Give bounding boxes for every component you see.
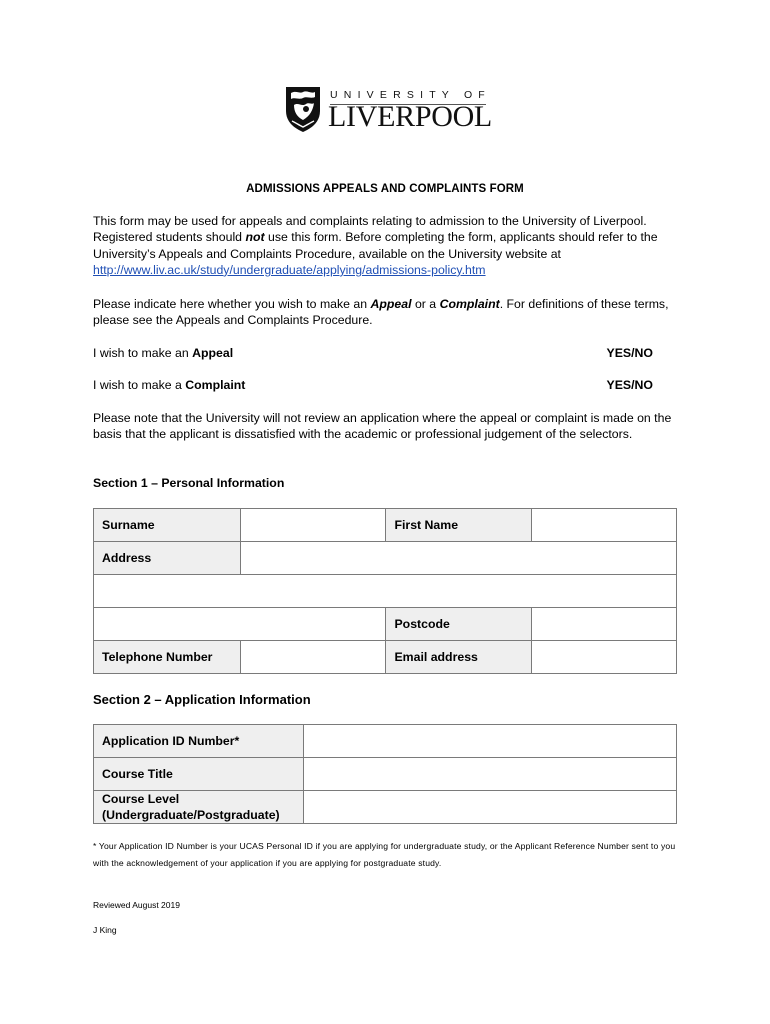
indicate-complaint: Complaint	[439, 297, 500, 311]
complaint-prefix: I wish to make a	[93, 378, 186, 392]
crest-shield-icon	[284, 85, 322, 133]
email-label: Email address	[386, 641, 532, 674]
course-level-field[interactable]	[303, 791, 676, 824]
appeal-yes-no[interactable]: YES/NO	[606, 346, 653, 360]
surname-field[interactable]	[240, 509, 386, 542]
postcode-label: Postcode	[386, 608, 532, 641]
address-label: Address	[94, 542, 241, 575]
postcode-field[interactable]	[532, 608, 677, 641]
intro-not: not	[245, 230, 265, 245]
app-id-field[interactable]	[303, 725, 676, 758]
course-level-line1: Course Level	[102, 792, 180, 806]
course-level-line2: (Undergraduate/Postgraduate)	[102, 808, 280, 822]
admissions-policy-link[interactable]: http://www.liv.ac.uk/study/undergraduate/applying/admissions-policy.htm	[93, 262, 486, 277]
application-info-table	[93, 724, 677, 824]
indicate-or: or a	[411, 297, 440, 311]
author: J King	[93, 925, 117, 935]
reviewed-date: Reviewed August 2019	[93, 900, 180, 910]
address-field[interactable]	[240, 542, 676, 575]
note-paragraph: Please note that the University will not review an application where the appeal or complaint is made on the basis that the applicant is dissatisfied with the academic or professional judgement of the selectors.	[93, 411, 672, 442]
table-row	[94, 542, 677, 575]
form-title: ADMISSIONS APPEALS AND COMPLAINTS FORM	[246, 183, 524, 195]
table-row	[94, 641, 677, 674]
address-field-line2[interactable]	[94, 575, 677, 608]
complaint-yes-no[interactable]: YES/NO	[606, 378, 653, 392]
table-row	[94, 575, 677, 608]
indicate-paragraph	[93, 296, 683, 329]
address-field-line3[interactable]	[94, 608, 386, 641]
table-row	[94, 791, 677, 824]
intro-paragraph	[93, 213, 683, 278]
appeal-prefix: I wish to make an	[93, 346, 193, 360]
appeal-row	[93, 345, 653, 361]
first-name-field[interactable]	[532, 509, 677, 542]
logo-university-of: UNIVERSITY OF	[330, 89, 491, 101]
indicate-appeal: Appeal	[370, 297, 412, 311]
table-row	[94, 509, 677, 542]
complaint-word: Complaint	[185, 378, 246, 392]
table-row	[94, 725, 677, 758]
surname-label: Surname	[94, 509, 241, 542]
course-level-label	[94, 791, 304, 824]
course-title-field[interactable]	[303, 758, 676, 791]
telephone-label: Telephone Number	[94, 641, 241, 674]
university-logo	[284, 85, 494, 135]
intro-text-2: use this form. Before completing the form, applicants should refer to the University’s Appeals and Complaints Procedure, available on the University website at	[93, 230, 658, 261]
indicate-text-1: Please indicate here whether you wish to make an	[93, 297, 371, 311]
first-name-label: First Name	[386, 509, 532, 542]
email-field[interactable]	[532, 641, 677, 674]
complaint-row	[93, 377, 653, 393]
course-title-label: Course Title	[94, 758, 304, 791]
personal-info-table	[93, 508, 677, 674]
appeal-word: Appeal	[192, 346, 234, 360]
section2-heading: Section 2 – Application Information	[93, 692, 311, 707]
telephone-field[interactable]	[240, 641, 386, 674]
app-id-label: Application ID Number*	[94, 725, 304, 758]
section1-heading: Section 1 – Personal Information	[93, 476, 285, 490]
intro-text-1: This form may be used for appeals and complaints relating to admission to the University of Liverpool. Registered students should	[93, 214, 647, 245]
table-row	[94, 608, 677, 641]
indicate-text-2: . For definitions of these terms, please see the Appeals and Complaints Procedure.	[93, 297, 669, 328]
logo-liverpool: LIVERPOOL	[328, 100, 492, 133]
footnote: * Your Application ID Number is your UCAS Personal ID if you are applying for undergraduate study, or the Applicant Reference Number sent to you with the acknowledgement of your application if you are applying for postgraduate study.	[93, 841, 676, 868]
table-row	[94, 758, 677, 791]
